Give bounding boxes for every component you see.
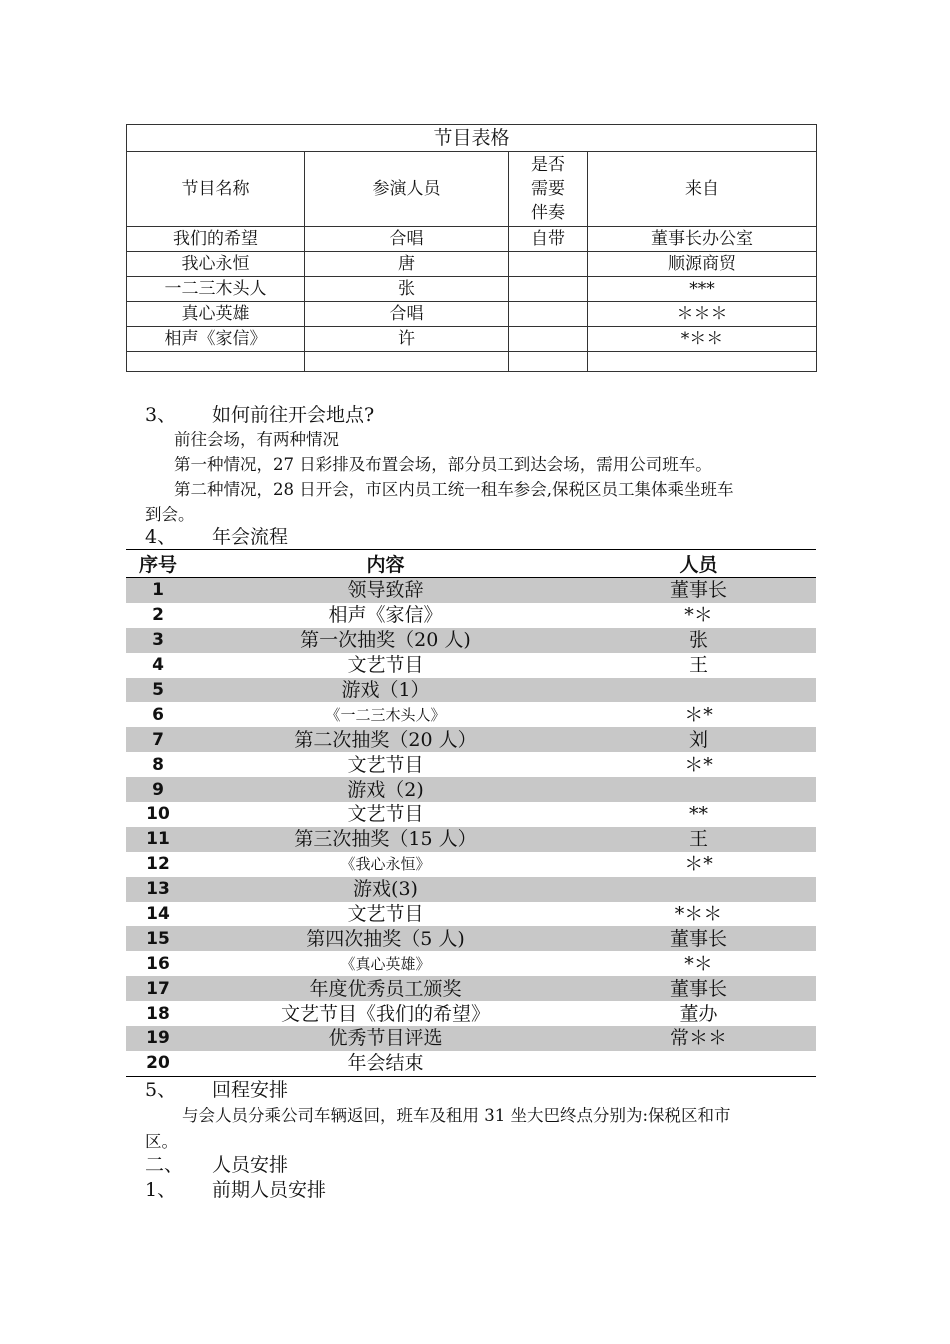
accompaniment-cell xyxy=(509,277,588,302)
program-row xyxy=(127,327,817,352)
program-name-cell: 我心永恒 xyxy=(127,252,305,277)
agenda-person: 刘 xyxy=(581,727,816,752)
accompaniment-cell: 自带 xyxy=(509,227,588,252)
accompaniment-cell xyxy=(509,327,588,352)
header-accompaniment xyxy=(509,152,588,227)
agenda-row xyxy=(126,1026,816,1051)
origin-cell: ＊＊＊ xyxy=(588,302,817,327)
agenda-row xyxy=(126,827,816,852)
agenda-row xyxy=(126,653,816,678)
agenda-index: 15 xyxy=(126,926,190,951)
agenda-person xyxy=(581,1051,816,1076)
agenda-index: 7 xyxy=(126,727,190,752)
agenda-content: 《真心英雄》 xyxy=(340,954,431,973)
header-content: 内容 xyxy=(190,550,581,578)
origin-cell: *** xyxy=(588,277,817,302)
agenda-index: 12 xyxy=(146,854,170,875)
agenda-index: 3 xyxy=(126,628,190,653)
agenda-content: 文艺节目《我们的希望》 xyxy=(280,1002,490,1025)
section-two-1-title: 前期人员安排 xyxy=(212,1179,327,1201)
program-name-cell: 我们的希望 xyxy=(127,227,305,252)
agenda-index: 10 xyxy=(146,804,170,825)
performers-cell xyxy=(305,352,509,372)
agenda-person xyxy=(581,678,816,703)
header-accompaniment-line-3: 伴奏 xyxy=(531,203,565,223)
agenda-row xyxy=(126,1001,816,1026)
program-name-cell: 真心英雄 xyxy=(127,302,305,327)
section-5-number: 5、 xyxy=(145,1079,177,1101)
accompaniment-cell xyxy=(509,252,588,277)
agenda-index: 19 xyxy=(126,1026,190,1051)
agenda-content: 第三次抽奖（15 人） xyxy=(190,827,581,852)
origin-cell: 顺源商贸 xyxy=(588,252,817,277)
agenda-content: 领导致辞 xyxy=(190,578,581,603)
section-3-number: 3、 xyxy=(145,404,177,426)
section-3-heading xyxy=(145,400,374,427)
agenda-person xyxy=(581,777,816,802)
header-program-name: 节目名称 xyxy=(127,152,305,227)
agenda-row xyxy=(126,951,816,976)
performers-cell: 张 xyxy=(305,277,509,302)
agenda-row xyxy=(126,603,816,628)
section-two-1-heading xyxy=(145,1175,326,1202)
program-row xyxy=(127,252,817,277)
agenda-person: *＊ xyxy=(684,604,713,627)
section-4-title: 年会流程 xyxy=(212,526,289,548)
agenda-content: 年度优秀员工颁奖 xyxy=(190,976,581,1001)
agenda-person: 董办 xyxy=(679,1002,718,1025)
agenda-person: *＊＊ xyxy=(674,903,723,926)
agenda-content: 《我心永恒》 xyxy=(340,855,431,874)
agenda-row xyxy=(126,777,816,802)
agenda-index: 13 xyxy=(126,877,190,902)
performers-cell: 许 xyxy=(305,327,509,352)
agenda-content: 《一二三木头人》 xyxy=(325,705,446,724)
agenda-person xyxy=(581,877,816,902)
program-table-title: 节目表格 xyxy=(127,125,817,152)
agenda-content: 文艺节目 xyxy=(347,654,424,677)
agenda-row xyxy=(126,976,816,1001)
program-name-cell: 一二三木头人 xyxy=(127,277,305,302)
agenda-row xyxy=(126,727,816,752)
performers-cell: 合唱 xyxy=(305,227,509,252)
agenda-content: 文艺节目 xyxy=(347,903,424,926)
agenda-row xyxy=(126,877,816,902)
header-index: 序号 xyxy=(126,550,190,578)
agenda-person: 张 xyxy=(581,628,816,653)
agenda-row xyxy=(126,578,816,603)
agenda-table xyxy=(126,549,816,1077)
section-4-number: 4、 xyxy=(145,526,177,548)
origin-cell: *＊＊ xyxy=(588,327,817,352)
program-name-cell xyxy=(127,352,305,372)
section-two-title: 人员安排 xyxy=(212,1154,289,1176)
agenda-row xyxy=(126,628,816,653)
performers-cell: 唐 xyxy=(305,252,509,277)
agenda-person: 常＊＊ xyxy=(581,1026,816,1051)
section-3-title: 如何前往开会地点? xyxy=(212,404,375,426)
agenda-content: 年会结束 xyxy=(190,1051,581,1076)
origin-cell: 董事长办公室 xyxy=(588,227,817,252)
agenda-content: 游戏（1） xyxy=(190,678,581,703)
agenda-content: 文艺节目 xyxy=(347,803,424,826)
agenda-row xyxy=(126,752,816,777)
accompaniment-cell xyxy=(509,352,588,372)
agenda-index: 20 xyxy=(126,1051,190,1076)
agenda-content: 游戏(3) xyxy=(190,877,581,902)
agenda-index: 11 xyxy=(126,827,190,852)
origin-cell xyxy=(588,352,817,372)
header-origin: 来自 xyxy=(588,152,817,227)
agenda-person: *＊ xyxy=(684,952,713,975)
performers-cell: 合唱 xyxy=(305,302,509,327)
header-accompaniment-line-2: 需要 xyxy=(531,179,565,199)
agenda-person: ＊* xyxy=(684,703,713,726)
agenda-content: 文艺节目 xyxy=(347,753,424,776)
agenda-person: ＊* xyxy=(684,753,713,776)
agenda-row xyxy=(126,702,816,727)
agenda-person: 董事长 xyxy=(581,976,816,1001)
agenda-person: 王 xyxy=(581,827,816,852)
agenda-index: 9 xyxy=(126,777,190,802)
header-accompaniment-line-1: 是否 xyxy=(531,155,565,175)
agenda-person: ** xyxy=(689,803,708,826)
agenda-row xyxy=(126,926,816,951)
program-row xyxy=(127,227,817,252)
agenda-index: 17 xyxy=(126,976,190,1001)
header-performers: 参演人员 xyxy=(305,152,509,227)
section-3-paragraph-1: 前往会场，有两种情况 xyxy=(174,430,339,449)
agenda-content: 第二次抽奖（20 人） xyxy=(190,727,581,752)
program-name-cell: 相声《家信》 xyxy=(127,327,305,352)
program-row xyxy=(127,302,817,327)
agenda-content: 优秀节目评选 xyxy=(190,1026,581,1051)
section-5-title: 回程安排 xyxy=(212,1079,289,1101)
agenda-index: 4 xyxy=(152,655,164,676)
agenda-person: ＊* xyxy=(684,853,713,876)
agenda-index: 1 xyxy=(126,578,190,603)
section-two-1-number: 1、 xyxy=(145,1179,177,1201)
agenda-person: 董事长 xyxy=(581,926,816,951)
section-3-paragraph-3: 第二种情况，28 日开会，市区内员工统一租车参会,保税区员工集体乘坐班车 xyxy=(174,480,734,499)
program-row xyxy=(127,277,817,302)
agenda-index: 18 xyxy=(146,1003,170,1024)
accompaniment-cell xyxy=(509,302,588,327)
program-row xyxy=(127,352,817,372)
agenda-row xyxy=(126,902,816,927)
agenda-person: 王 xyxy=(688,654,708,677)
section-two-heading xyxy=(145,1150,288,1177)
agenda-index: 6 xyxy=(152,704,164,725)
section-5-heading xyxy=(145,1075,288,1102)
program-table xyxy=(126,124,817,372)
agenda-index: 16 xyxy=(146,953,170,974)
agenda-index: 5 xyxy=(126,678,190,703)
agenda-row xyxy=(126,802,816,827)
agenda-row xyxy=(126,852,816,877)
header-person: 人员 xyxy=(581,550,816,578)
agenda-content: 游戏（2) xyxy=(190,777,581,802)
agenda-index: 14 xyxy=(146,904,170,925)
agenda-index: 2 xyxy=(152,605,164,626)
section-3-paragraph-3-cont: 到会。 xyxy=(145,505,195,524)
agenda-content: 相声《家信》 xyxy=(328,604,443,627)
agenda-content: 第四次抽奖（5 人) xyxy=(190,926,581,951)
agenda-row xyxy=(126,678,816,703)
agenda-person: 董事长 xyxy=(581,578,816,603)
section-5-paragraph: 与会人员分乘公司车辆返回，班车及租用 31 坐大巴终点分别为:保税区和市 xyxy=(182,1106,731,1125)
agenda-row xyxy=(126,1051,816,1076)
section-5-paragraph-cont: 区。 xyxy=(145,1132,178,1151)
section-two-number: 二、 xyxy=(145,1154,184,1176)
agenda-content: 第一次抽奖（20 人) xyxy=(190,628,581,653)
agenda-index: 8 xyxy=(152,754,164,775)
section-4-heading xyxy=(145,522,288,549)
section-3-paragraph-2: 第一种情况，27 日彩排及布置会场，部分员工到达会场，需用公司班车。 xyxy=(174,455,712,474)
